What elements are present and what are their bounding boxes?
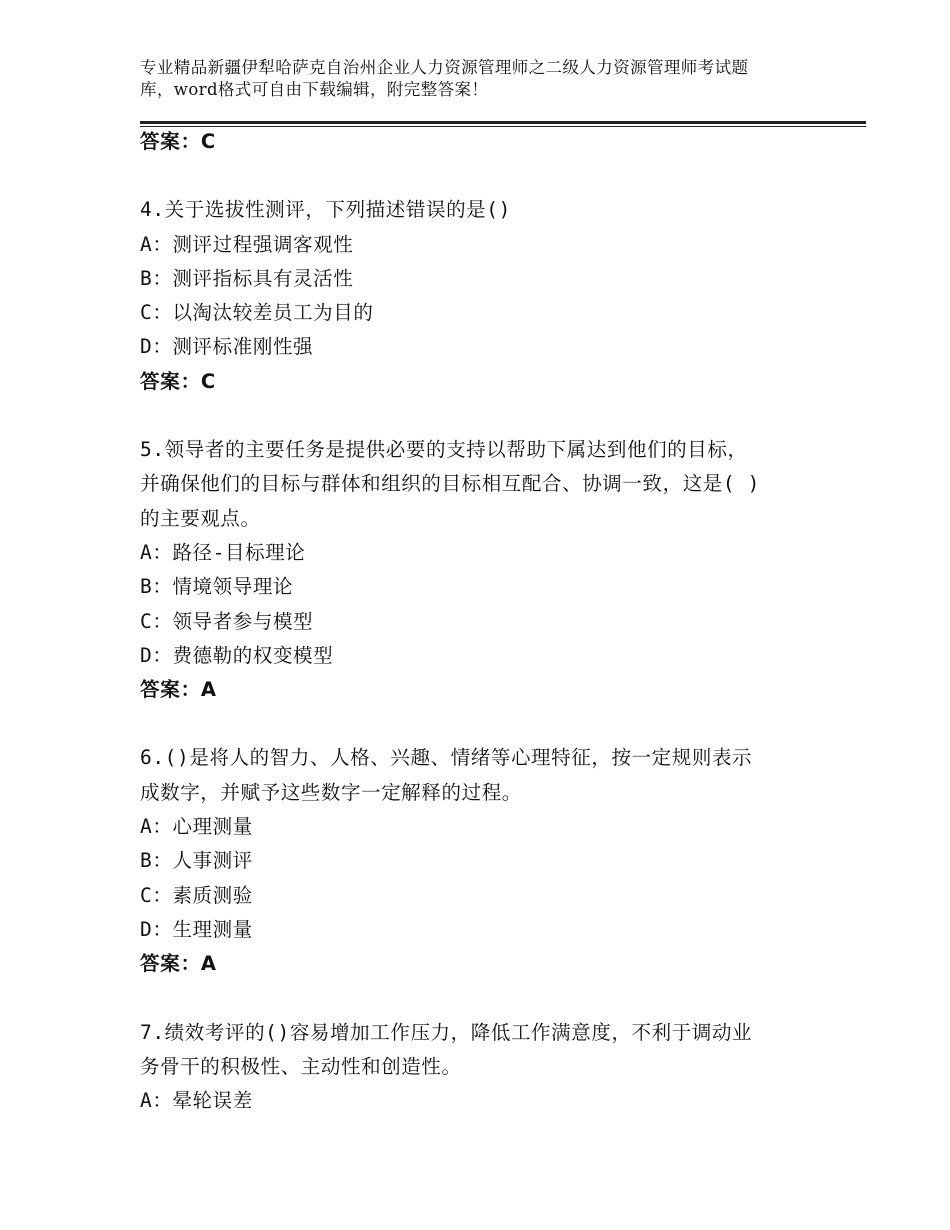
page-header xyxy=(140,57,840,101)
question-6 xyxy=(140,741,866,981)
question-5 xyxy=(140,433,866,707)
option-d: D：费德勒的权变模型 xyxy=(140,643,334,667)
question-7 xyxy=(140,1016,866,1119)
option-a: A：测评过程强调客观性 xyxy=(140,232,354,256)
question-stem: 4.关于选拔性测评，下列描述错误的是() xyxy=(140,198,511,222)
option-b: B：人事测评 xyxy=(140,849,253,873)
question-stem: 务骨干的积极性、主动性和创造性。 xyxy=(140,1054,462,1078)
question-stem: 5.领导者的主要任务是提供必要的支持以帮助下属达到他们的目标， xyxy=(140,438,748,462)
question-stem: 的主要观点。 xyxy=(140,506,261,530)
question-stem: 7.绩效考评的()容易增加工作压力，降低工作满意度，不利于调动业 xyxy=(140,1020,753,1044)
question-stem: 6.()是将人的智力、人格、兴趣、情绪等心理特征，按一定规则表示 xyxy=(140,746,753,770)
option-c: C：素质测验 xyxy=(140,883,253,907)
header-rule-thick xyxy=(140,121,866,124)
answer-line: 答案：C xyxy=(140,130,217,153)
option-a: A：路径-目标理论 xyxy=(140,540,306,564)
option-d: D：测评标准刚性强 xyxy=(140,335,314,359)
header-line-1: 专业精品新疆伊犁哈萨克自治州企业人力资源管理师之二级人力资源管理师考试题 xyxy=(140,58,749,77)
option-b: B：测评指标具有灵活性 xyxy=(140,266,354,290)
answer-line: 答案：C xyxy=(140,369,217,393)
option-a: A：晕轮误差 xyxy=(140,1089,253,1113)
answer-line: 答案：A xyxy=(140,678,217,702)
option-c: C：以淘汰较差员工为目的 xyxy=(140,301,374,325)
option-d: D：生理测量 xyxy=(140,917,253,941)
question-4 xyxy=(140,193,866,399)
header-line-2: 库，word格式可自由下载编辑，附完整答案！ xyxy=(140,80,489,99)
question-stem: 并确保他们的目标与群体和组织的目标相互配合、协调一致，这是( ) xyxy=(140,472,760,496)
option-c: C：领导者参与模型 xyxy=(140,609,314,633)
option-a: A：心理测量 xyxy=(140,815,253,839)
question-stem: 成数字，并赋予这些数字一定解释的过程。 xyxy=(140,780,522,804)
answer-line: 答案：A xyxy=(140,952,217,976)
document-body xyxy=(140,125,866,1118)
option-b: B：情境领导理论 xyxy=(140,575,294,599)
